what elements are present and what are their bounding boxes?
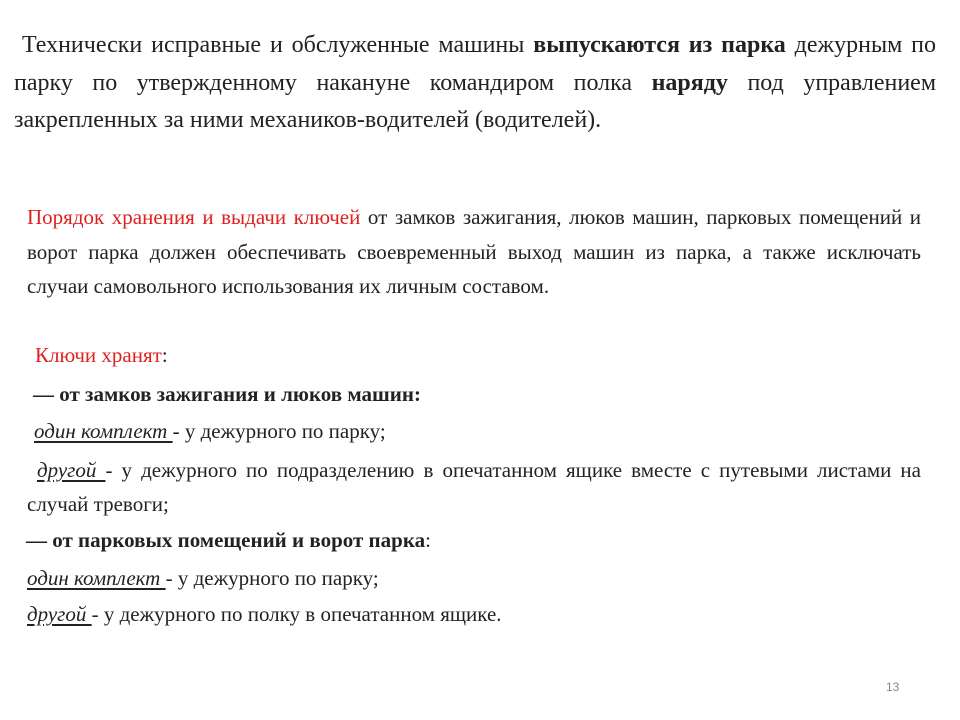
section2-item2-label: другой [27, 602, 92, 626]
intro-bold-1: выпускаются из парка [533, 32, 786, 58]
section1-item2-label: другой [37, 458, 106, 482]
keys-heading-red: Ключи хранят [35, 343, 162, 367]
section2-item2 [27, 597, 921, 631]
section1-item1 [34, 414, 928, 448]
section1-item2-text: - у дежурного по подразделению в опечатанном ящике вместе с путевыми листами на случай тревоги; [27, 458, 921, 516]
keys-procedure-highlight: Порядок хранения и выдачи ключей [27, 205, 361, 229]
section2-item1-label: один комплект [27, 566, 166, 590]
intro-text-2: дежурным по парку по утвержденному накануне командиром полка [14, 32, 936, 96]
intro-bold-2: наряду [651, 69, 728, 96]
section1-item2 [27, 453, 921, 521]
intro-text-1: Технически исправные и обслуженные машины [22, 32, 534, 58]
section1-item1-text: - у дежурного по парку; [172, 419, 386, 443]
section2-item1 [27, 561, 921, 595]
keys-procedure-text: от замков зажигания, люков машин, парковых помещений и ворот парка должен обеспечивать своевременный выход машин из парка, а также исключать случаи самовольного использования их личным составом. [27, 205, 921, 298]
intro-paragraph [14, 27, 936, 140]
section1-item1-label: один комплект [34, 419, 173, 443]
keys-heading [35, 338, 929, 372]
keys-procedure-paragraph [27, 200, 921, 304]
intro-text-3: под управлением закрепленных за ними механиков-водителей (водителей). [14, 69, 937, 133]
keys-heading-colon: : [161, 343, 168, 367]
section1-heading: — от замков зажигания и люков машин: [33, 382, 421, 406]
keys-procedure-block [27, 200, 921, 304]
section2-item1-text: - у дежурного по парку; [165, 566, 379, 590]
section2-item2-text: - у дежурного по полку в опечатанном ящике. [91, 602, 502, 626]
section2-heading: — от парковых помещений и ворот парка: [26, 528, 431, 552]
page-number: 13 [886, 680, 900, 694]
